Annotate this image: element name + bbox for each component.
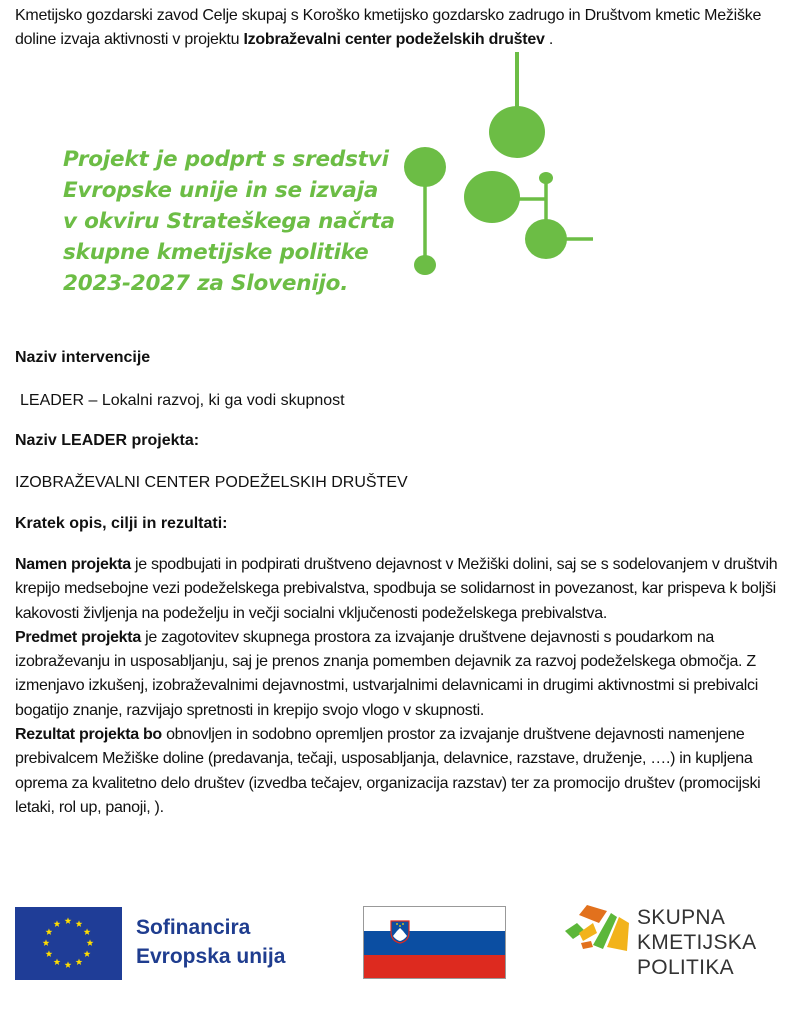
paragraph-text: je spodbujati in podpirati društveno dejavnost v Mežiški dolini, saj se s sodelovanjem v društvih krepijo medsebojne vezi podeželskega prebivalstva, spodbuja se solidarnost in povezanost, kar prispeva k boljši kakovosti življenja na podeželju in večji socialni vključenosti podeželskega prebivalstva.: [15, 556, 778, 622]
deco-circle: [464, 171, 520, 223]
coat-of-arms-icon: [390, 920, 410, 944]
skp-text-line2: KMETIJSKA: [637, 931, 757, 954]
deco-circle: [404, 147, 446, 187]
skp-text-line1: SKUPNA: [637, 906, 726, 929]
result-paragraph: [15, 723, 785, 820]
project-heading: Naziv LEADER projekta:: [15, 432, 200, 449]
eu-star-icon: [76, 958, 83, 965]
support-line: v okviru Strateškega načrta: [63, 209, 395, 234]
summary-body: [15, 553, 785, 820]
subject-paragraph: [15, 626, 785, 723]
support-line: Evropske unije in se izvaja: [63, 178, 379, 203]
skp-logo: [563, 903, 757, 979]
flag-stripe-red: [364, 955, 505, 979]
support-line: skupne kmetijske politike: [63, 240, 369, 265]
eu-star-icon: [87, 939, 94, 946]
slovenian-flag-icon: [363, 906, 506, 979]
deco-circle: [539, 172, 553, 184]
eu-star-icon: [84, 950, 91, 957]
support-line: Projekt je podprt s sredstvi: [63, 147, 389, 172]
paragraph-text: je zagotovitev skupnega prostora za izvajanje društvene dejavnosti s poudarkom na izobraževanju in usposabljanju, saj je prenos znanja pomemben dejavnik za razvoj podeželskega območja. Z izmenjavo izkušenj, izobraževalnimi dejavnostmi, ustvarjalnimi delavnicami in drugimi aktivnostmi si prebivalci bogatijo znanje, razvijajo spretnosti in krepijo svojo vlogo v skupnosti.: [15, 628, 758, 719]
intro-text-end: .: [544, 31, 554, 48]
eu-star-icon: [46, 950, 53, 957]
paragraph-lead: Predmet projekta: [15, 628, 141, 646]
flag-stripe-white: [364, 907, 505, 931]
eu-star-icon: [65, 917, 72, 924]
intro-project-name: Izobraževalni center podeželskih društev: [243, 31, 545, 48]
eu-star-icon: [43, 939, 50, 946]
eu-star-icon: [84, 928, 91, 935]
project-value: IZOBRAŽEVALNI CENTER PODEŽELSKIH DRUŠTEV: [15, 474, 408, 491]
skp-fields-icon: [563, 903, 633, 963]
paragraph-lead: Rezultat projekta bo: [15, 726, 162, 744]
support-statement: [63, 144, 395, 299]
eu-text-line2: Evropska unija: [136, 945, 286, 968]
intervention-heading: Naziv intervencije: [15, 349, 151, 366]
deco-circle: [489, 106, 545, 158]
eu-star-icon: [76, 920, 83, 927]
summary-heading: Kratek opis, cilji in rezultati:: [15, 515, 228, 532]
deco-circle: [414, 255, 436, 275]
eu-star-icon: [54, 958, 61, 965]
eu-cofunding-text: [136, 913, 285, 971]
purpose-paragraph: [15, 553, 785, 626]
intro-text: Kmetijsko gozdarski zavod Celje skupaj s Koroško kmetijsko gozdarsko zadrugo in Društvom kmetic Mežiške doline izvaja aktivnosti v projektu: [15, 7, 762, 48]
eu-flag-icon: [15, 907, 122, 980]
flag-stripe-blue: [364, 931, 505, 955]
eu-star-icon: [46, 928, 53, 935]
skp-text-line3: POLITIKA: [637, 956, 734, 979]
skp-text: [637, 905, 756, 980]
eu-star-icon: [65, 961, 72, 968]
eu-text-line1: Sofinancira: [136, 916, 251, 939]
paragraph-text: obnovljen in sodobno opremljen prostor za izvajanje društvene dejavnosti namenjene prebivalcem Mežiške doline (predavanja, tečaji, usposabljanja, delavnice, razstave, druženje, ….) in kupljena oprema za kvalitetno delo društev (izvedba tečajev, organizacija razstav) ter za promocijo društev (promocijski letaki, rol up, panoji, ).: [15, 726, 761, 816]
intervention-value: LEADER – Lokalni razvoj, ki ga vodi skupnost: [20, 392, 345, 409]
support-line: 2023-2027 za Slovenijo.: [63, 271, 349, 296]
deco-circle: [525, 219, 567, 259]
paragraph-lead: Namen projekta: [15, 556, 131, 573]
eu-star-icon: [54, 920, 61, 927]
